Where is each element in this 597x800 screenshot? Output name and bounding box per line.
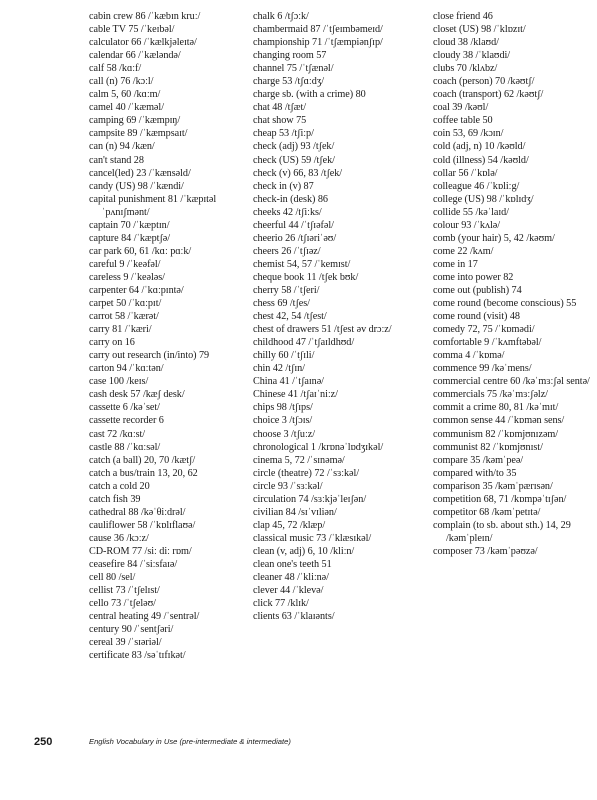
index-entry: cabin crew 86 /ˈkæbɪn kruː/ [89,11,201,22]
index-entry: comb (your hair) 5, 42 /kəʊm/ [433,232,555,244]
index-entry: careful 9 /ˈkeəfəl/ [89,258,161,270]
index-entry: cassette recorder 6 [89,415,164,427]
index-entry: China 41 /ˈtʃaɪnə/ [253,376,324,388]
index-entry: communist 82 /ˈkɒmjʊnɪst/ [433,441,543,453]
index-entry: chronological 1 /krɒnəˈlɒdʒɪkəl/ [253,441,384,453]
index-entry: ceasefire 84 /ˈsiːsfaɪə/ [89,558,178,570]
index-entry: catch fish 39 [89,493,141,505]
index-entry: common sense 44 /ˈkɒmən sens/ [433,415,565,427]
index-entry: cheque book 11 /tʃek bʊk/ [253,271,359,283]
index-entry: candy (US) 98 /ˈkændi/ [89,180,184,192]
index-entry: charge sb. (with a crime) 80 [253,89,366,101]
index-entry: coffee table 50 [433,115,493,127]
index-entry: can't stand 28 [89,154,144,166]
index-entry: cheerful 44 /ˈtʃɪəfəl/ [253,219,334,231]
index-entry: chat show 75 [253,115,307,127]
index-entry: careless 9 /ˈkeələs/ [89,271,165,283]
index-entry: chat 48 /tʃæt/ [253,102,307,114]
index-entry: cherry 58 /ˈtʃeri/ [253,284,320,296]
index-entry: commence 99 /kəˈmens/ [433,363,532,375]
index-entry: come round (become conscious) 55 [433,298,577,310]
index-entry: chest of drawers 51 /tʃest əv drɔːz/ [253,324,392,336]
index-entry: central heating 49 /ˈsentrəl/ [89,611,200,623]
index-entry: certificate 83 /səˈtɪfɪkət/ [89,650,186,662]
index-entry: carry 81 /ˈkæri/ [89,324,152,336]
index-entry: clean (v, adj) 6, 10 /kliːn/ [253,545,355,557]
index-entry: choice 3 /tʃɔɪs/ [253,415,313,427]
index-entry: charge 53 /tʃɑːdʒ/ [253,76,324,88]
index-entry: coach (transport) 62 /kəʊtʃ/ [433,89,544,101]
index-entry: comedy 72, 75 /ˈkɒmədi/ [433,324,535,336]
index-entry: come in 17 [433,258,478,270]
index-entry: cauliflower 58 /ˈkɒlɪflaʊə/ [89,519,196,531]
index-entry: competition 68, 71 /kɒmpəˈtɪʃən/ [433,493,567,505]
index-entry: calculator 66 /ˈkælkjəleɪtə/ [89,37,197,49]
index-column-2 [253,10,433,623]
index-entry: clients 63 /ˈklaɪənts/ [253,611,335,623]
index-entry: championship 71 /ˈtʃæmpiənʃɪp/ [253,37,383,49]
index-entry: chalk 6 /tʃɔːk/ [253,11,309,22]
index-entry: comparison 35 /kəmˈpærɪsən/ [433,480,553,492]
index-entry: check (US) 59 /tʃek/ [253,154,335,166]
index-entry: compared with/to 35 [433,467,517,479]
index-entry: cloud 38 /klaʊd/ [433,37,499,49]
index-entry: chilly 60 /ˈtʃɪli/ [253,350,315,362]
index-column-1 [89,10,254,662]
index-entry: cast 72 /kɑːst/ [89,428,146,440]
index-entry: car park 60, 61 /kɑː pɑːk/ [89,245,192,257]
index-entry: cheers 26 /ˈtʃɪəz/ [253,245,321,257]
index-entry: can (n) 94 /kæn/ [89,141,155,153]
index-entry: come out (publish) 74 [433,284,522,296]
index-entry: carry on 16 [89,337,135,349]
index-entry: collide 55 /kəˈlaɪd/ [433,206,509,218]
index-entry: commit a crime 80, 81 /kəˈmɪt/ [433,402,559,414]
index-entry: closet (US) 98 /ˈklɒzɪt/ [433,24,526,36]
index-entry: catch a cold 20 [89,480,150,492]
index-entry: cathedral 88 /kəˈθiːdrəl/ [89,506,186,518]
index-entry: cellist 73 /ˈtʃelɪst/ [89,585,160,597]
index-entry: capture 84 /ˈkæptʃə/ [89,232,171,244]
index-entry: choose 3 /tʃuːz/ [253,428,316,440]
index-entry: chips 98 /tʃɪps/ [253,402,313,414]
index-entry: carry out research (in/into) 79 [89,350,210,362]
index-entry: campsite 89 /ˈkæmpsaɪt/ [89,128,188,140]
index-entry: compare 35 /kəmˈpeə/ [433,454,524,466]
index-entry: commercial centre 60 /kəˈmɜːʃəl sentə/ [433,376,590,388]
index-entry: circle 93 /ˈsɜːkəl/ [253,480,323,492]
index-entry: clubs 70 /klʌbz/ [433,63,498,75]
index-entry: calm 5, 60 /kɑːm/ [89,89,161,101]
index-entry: cheeks 42 /tʃiːks/ [253,206,322,218]
index-entry: clap 45, 72 /klæp/ [253,519,326,531]
index-entry: commercials 75 /kəˈmɜːʃəlz/ [433,389,548,401]
index-entry: coach (person) 70 /kəʊtʃ/ [433,76,535,88]
index-entry: carrot 58 /ˈkærət/ [89,311,159,323]
index-columns [0,10,597,750]
index-entry: circulation 74 /sɜːkjəˈleɪʃən/ [253,493,367,505]
index-entry: check (v) 66, 83 /tʃek/ [253,167,343,179]
index-entry: chin 42 /tʃɪn/ [253,363,305,375]
index-entry: cheap 53 /tʃiːp/ [253,128,314,140]
index-entry: composer 73 /kəmˈpəʊzə/ [433,545,538,557]
index-entry: come round (visit) 48 [433,311,520,323]
index-entry: complain (to sb. about sth.) 14, 29 /kəmˈpleɪn/ [433,519,571,544]
index-entry: come into power 82 [433,271,514,283]
index-entry: CD-ROM 77 /siː diː rɒm/ [89,545,192,557]
index-entry: cheerio 26 /tʃɪəriˈəʊ/ [253,232,337,244]
index-entry: close friend 46 [433,11,493,22]
index-entry: childhood 47 /ˈtʃaɪldhʊd/ [253,337,355,349]
index-entry: cello 73 /ˈtʃeləʊ/ [89,598,156,610]
index-entry: cinema 5, 72 /ˈsɪnəmə/ [253,454,345,466]
index-entry: calf 58 /kɑːf/ [89,63,142,75]
index-entry: coin 53, 69 /kɔɪn/ [433,128,504,140]
index-entry: cause 36 /kɔːz/ [89,532,149,544]
index-entry: coal 39 /kəʊl/ [433,102,489,114]
index-entry: circle (theatre) 72 /ˈsɜːkəl/ [253,467,360,479]
index-entry: capital punishment 81 /ˈkæpɪtəl ˈpʌnɪʃmənt/ [89,193,217,218]
index-entry: cassette 6 /kəˈset/ [89,402,160,414]
index-entry: chambermaid 87 /ˈtʃeɪmbəmeɪd/ [253,24,383,36]
index-entry: click 77 /klɪk/ [253,598,309,610]
index-entry: camel 40 /ˈkæməl/ [89,102,164,114]
index-entry: carton 94 /ˈkɑːtən/ [89,363,164,375]
index-entry: college (US) 98 /ˈkɒlɪdʒ/ [433,193,534,205]
index-entry: colour 93 /ˈkʌlə/ [433,219,501,231]
index-entry: castle 88 /ˈkɑːsəl/ [89,441,161,453]
index-entry: cancel(led) 23 /ˈkænsəld/ [89,167,191,179]
index-entry: come 22 /kʌm/ [433,245,494,257]
index-entry: clean one's teeth 51 [253,558,332,570]
index-entry: century 90 /ˈsentʃəri/ [89,624,174,636]
page-footer [0,736,597,756]
index-entry: check-in (desk) 86 [253,193,328,205]
index-entry: cold (adj, n) 10 /kəʊld/ [433,141,526,153]
index-entry: communism 82 /ˈkɒmjʊnɪzəm/ [433,428,559,440]
index-entry: call (n) 76 /kɔːl/ [89,76,154,88]
index-entry: cold (illness) 54 /kəʊld/ [433,154,529,166]
index-entry: collar 56 /ˈkɒlə/ [433,167,498,179]
index-entry: cereal 39 /ˈsɪəriəl/ [89,637,162,649]
index-entry: cloudy 38 /ˈklaʊdi/ [433,50,511,62]
index-entry: cell 80 /sel/ [89,572,136,584]
index-entry: case 100 /keɪs/ [89,376,149,388]
index-entry: check in (v) 87 [253,180,314,192]
index-entry: check (adj) 93 /tʃek/ [253,141,335,153]
book-title: English Vocabulary in Use (pre-intermediate & intermediate) [89,737,291,746]
index-entry: cable TV 75 /ˈkeɪbəl/ [89,24,175,36]
index-entry: Chinese 41 /tʃaɪˈniːz/ [253,389,338,401]
index-entry: chest 42, 54 /tʃest/ [253,311,327,323]
index-entry: catch a bus/train 13, 20, 62 [89,467,198,479]
index-entry: clever 44 /ˈklevə/ [253,585,324,597]
index-entry: civilian 84 /sɪˈvɪliən/ [253,506,337,518]
page-number: 250 [34,736,53,748]
index-entry: comfortable 9 /ˈkʌmftəbəl/ [433,337,542,349]
index-entry: chemist 54, 57 /ˈkemɪst/ [253,258,351,270]
index-entry: channel 75 /ˈtʃænəl/ [253,63,334,75]
index-entry: changing room 57 [253,50,327,62]
index-entry: carpet 50 /ˈkɑːpɪt/ [89,298,162,310]
index-entry: colleague 46 /ˈkɒliːg/ [433,180,520,192]
index-entry: camping 69 /ˈkæmpɪŋ/ [89,115,181,127]
index-entry: chess 69 /tʃes/ [253,298,310,310]
index-entry: carpenter 64 /ˈkɑːpɪntə/ [89,284,184,296]
index-entry: cleaner 48 /ˈkliːnə/ [253,572,329,584]
index-entry: catch (a ball) 20, 70 /kætʃ/ [89,454,196,466]
index-entry: comma 4 /ˈkɒmə/ [433,350,505,362]
index-entry: competitor 68 /kəmˈpetɪtə/ [433,506,541,518]
index-entry: cash desk 57 /kæʃ desk/ [89,389,185,401]
index-column-3 [433,10,591,558]
index-entry: classical music 73 /ˈklæsɪkəl/ [253,532,372,544]
index-entry: captain 70 /ˈkæptɪn/ [89,219,170,231]
index-entry: calendar 66 /ˈkæləndə/ [89,50,181,62]
